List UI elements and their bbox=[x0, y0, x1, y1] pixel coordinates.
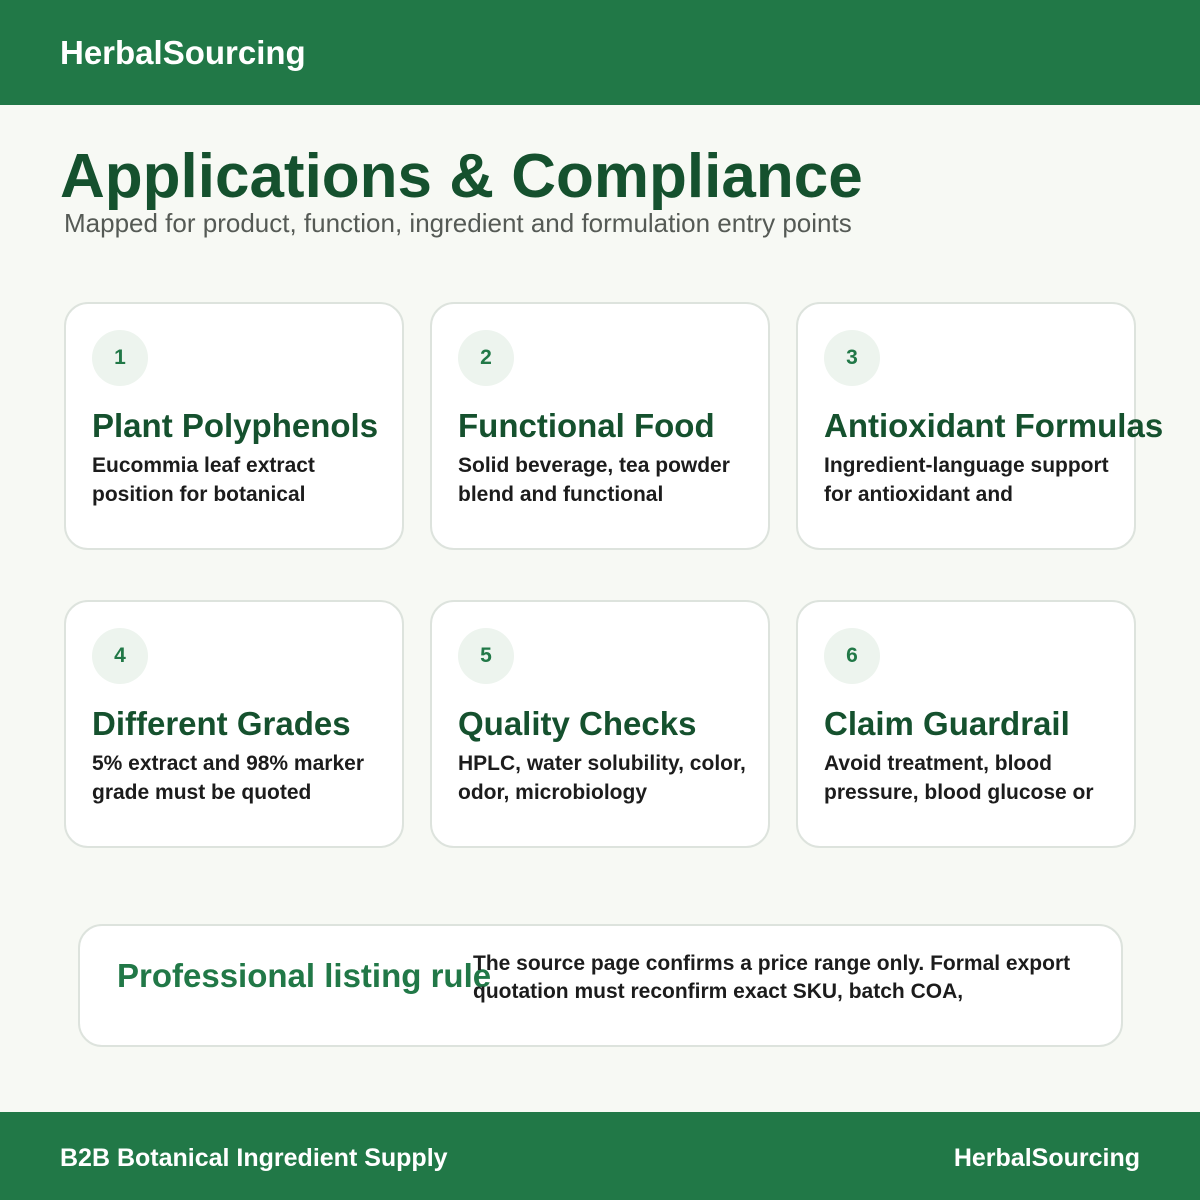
professional-listing-rule-box bbox=[78, 924, 1123, 1047]
card-functional-food bbox=[430, 302, 770, 550]
card-description: Solid beverage, tea powder blend and functional bbox=[458, 454, 730, 506]
rule-text: The source page confirms a price range only. Formal export quotation must reconfirm exact SKU, batch COA, bbox=[473, 952, 1071, 1003]
card-antioxidant-formulas bbox=[796, 302, 1164, 550]
footer-brand[interactable]: HerbalSourcing bbox=[953, 1144, 1140, 1172]
footer-tagline: B2B Botanical Ingredient Supply bbox=[60, 1144, 448, 1172]
card-description: HPLC, water solubility, color, odor, microbiology bbox=[458, 752, 746, 804]
card-number-badge: 6 bbox=[824, 628, 880, 684]
card-different-grades bbox=[64, 600, 404, 848]
card-plant-polyphenols bbox=[64, 302, 404, 550]
card-number-badge: 2 bbox=[458, 330, 514, 386]
card-number-badge: 3 bbox=[824, 330, 880, 386]
card-number-badge: 5 bbox=[458, 628, 514, 684]
card-number-badge: 4 bbox=[92, 628, 148, 684]
card-number-badge: 1 bbox=[92, 330, 148, 386]
card-title: Quality Checks bbox=[458, 705, 697, 742]
card-description: Avoid treatment, blood pressure, blood glucose or bbox=[824, 752, 1094, 804]
card-title: Claim Guardrail bbox=[824, 705, 1070, 742]
card-description: Ingredient-language support for antioxidant and bbox=[824, 454, 1109, 506]
page-subtitle: Mapped for product, function, ingredient and formulation entry points bbox=[64, 208, 852, 238]
top-header-bar bbox=[0, 0, 1200, 105]
card-title: Antioxidant Formulas bbox=[824, 407, 1164, 444]
card-title: Plant Polyphenols bbox=[92, 407, 379, 444]
rule-title: Professional listing rule bbox=[117, 957, 492, 994]
footer-bar bbox=[0, 1112, 1200, 1200]
card-description: Eucommia leaf extract position for botanical bbox=[92, 454, 315, 506]
card-description: 5% extract and 98% marker grade must be quoted bbox=[92, 752, 364, 804]
card-claim-guardrail bbox=[796, 600, 1136, 848]
card-quality-checks bbox=[430, 600, 770, 848]
card-title: Functional Food bbox=[458, 407, 715, 444]
brand-logo-text[interactable]: HerbalSourcing bbox=[60, 34, 306, 71]
page-title: Applications & Compliance bbox=[60, 142, 863, 211]
card-title: Different Grades bbox=[92, 705, 351, 742]
